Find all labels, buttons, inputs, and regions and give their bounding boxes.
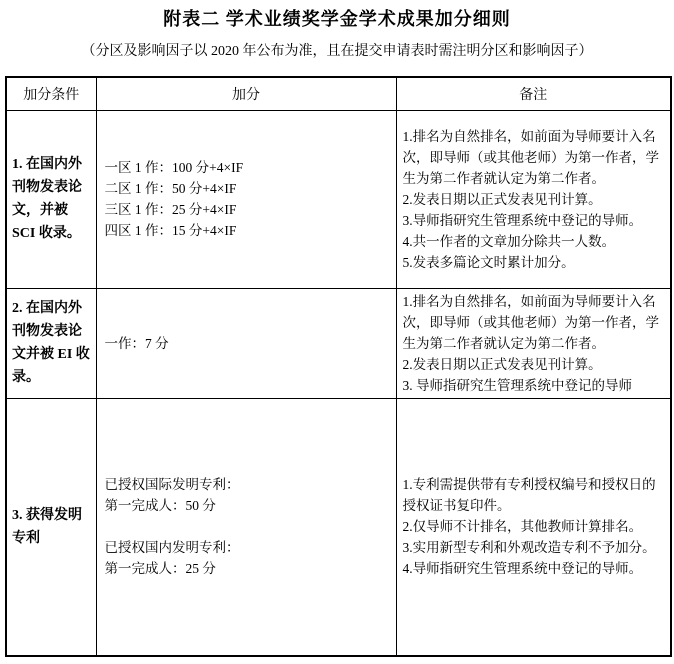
table-row-ei (6, 288, 671, 398)
header-points: 加分 (96, 77, 396, 110)
notes-cell-patent: 1.专利需提供带有专利授权编号和授权日的授权证书复印件。 2.仅导师不计排名，其他教师计算排名。 3.实用新型专利和外观改造专利不予加分。 4.导师指研究生管理系统中登记的导师。 (396, 398, 671, 656)
condition-cell-ei: 2. 在国内外刊物发表论文并被 EI 收录。 (6, 288, 96, 398)
condition-cell-patent: 3. 获得发明专利 (6, 398, 96, 656)
header-notes: 备注 (396, 77, 671, 110)
table-row-sci (6, 110, 671, 288)
table-row-patent (6, 398, 671, 656)
points-cell-ei: 一作：7 分 (96, 288, 396, 398)
notes-cell-ei: 1.排名为自然排名，如前面为导师要计入名次，即导师（或其他老师）为第一作者，学生为第二作者就认定为第二作者。 2.发表日期以正式发表见刊计算。 3. 导师指研究生管理系统中登记的导师 (396, 288, 671, 398)
points-cell-sci: 一区 1 作：100 分+4×IF 二区 1 作：50 分+4×IF 三区 1 作：25 分+4×IF 四区 1 作：15 分+4×IF (96, 110, 396, 288)
bonus-rules-table (5, 76, 672, 657)
page-subtitle: （分区及影响因子以 2020 年公布为准，且在提交申请表时需注明分区和影响因子） (81, 44, 593, 59)
notes-cell-sci: 1.排名为自然排名，如前面为导师要计入名次，即导师（或其他老师）为第一作者，学生为第二作者就认定为第二作者。 2.发表日期以正式发表见刊计算。 3.导师指研究生管理系统中登记的导师。 4.共一作者的文章加分除共一人数。 5.发表多篇论文时累计加分。 (396, 110, 671, 288)
points-cell-patent: 已授权国际发明专利： 第一完成人：50 分 已授权国内发明专利： 第一完成人：25 分 (96, 398, 396, 656)
table-header-row (6, 77, 671, 110)
header-condition: 加分条件 (6, 77, 96, 110)
condition-cell-sci: 1. 在国内外刊物发表论文，并被 SCI 收录。 (6, 110, 96, 288)
page-title: 附表二 学术业绩奖学金学术成果加分细则 (163, 9, 511, 29)
